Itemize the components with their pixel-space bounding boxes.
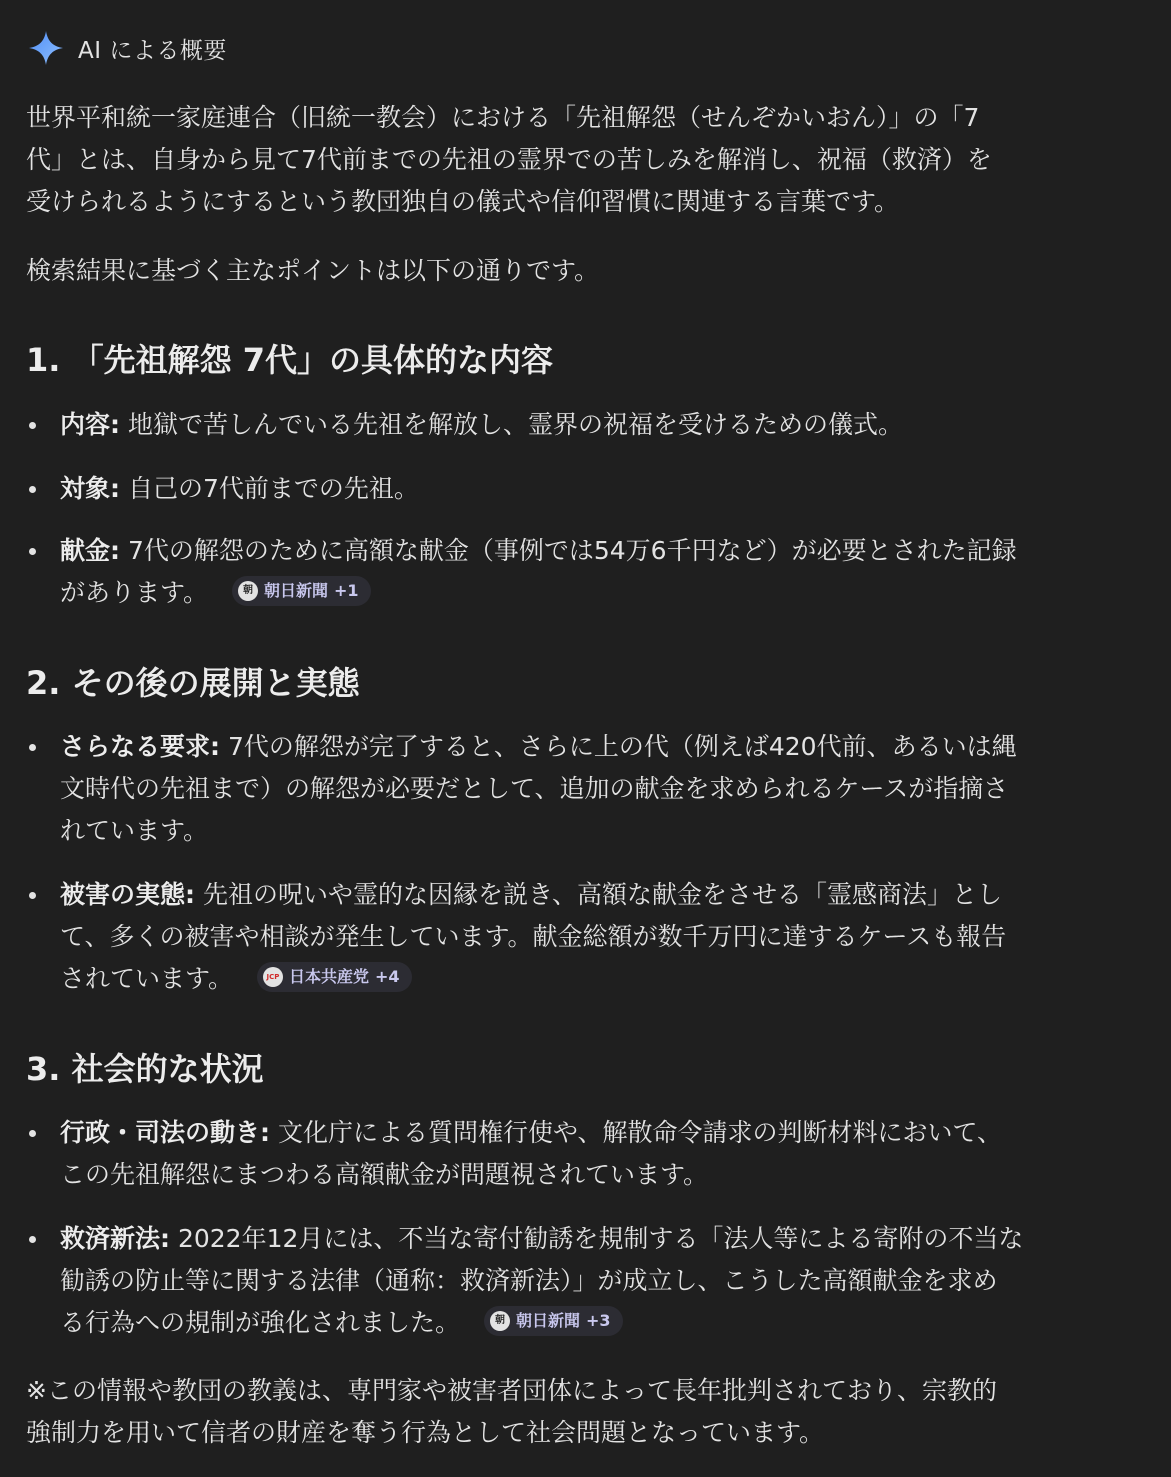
source-name: 朝日新聞: [263, 581, 328, 600]
intro-line: 受けられるようにするという教団独自の儀式や信仰習慣に関連する言葉です。: [26, 187, 900, 216]
list-item: [60, 1218, 1125, 1344]
item-text: 自己の7代前までの先祖。: [127, 474, 419, 503]
note-line: ※この情報や教団の教義は、専門家や被害者団体によって長年批判されており、宗教的: [26, 1376, 997, 1405]
section-heading: 3. 社会的な状況: [26, 1050, 264, 1088]
item-text: 文化庁による質問権行使や、解散命令請求の判断材料において、: [277, 1118, 1002, 1147]
list-item: [60, 1112, 1125, 1196]
ai-overview-title: AI による概要: [78, 37, 227, 64]
intro-line: 世界平和統一家庭連合（旧統一教会）における「先祖解怨（せんぞかいおん）」の「7: [26, 103, 980, 132]
item-text: 文時代の先祖まで）の解怨が必要だとして、追加の献金を求められるケースが指摘さ: [60, 774, 1009, 803]
asahi-icon: 朝: [490, 1311, 510, 1331]
item-term: 内容:: [60, 410, 120, 439]
item-text: る行為への規制が強化されました。: [60, 1308, 461, 1337]
item-text: この先祖解怨にまつわる高額献金が問題視されています。: [60, 1160, 709, 1189]
list-item: [60, 726, 1125, 852]
item-text: 7代の解怨のために高額な献金（事例では54万6千円など）が必要とされた記録: [127, 536, 1017, 565]
note-line: 強制力を用いて信者の財産を奪う行為として社会問題となっています。: [26, 1418, 825, 1447]
item-text: れています。: [60, 816, 209, 845]
source-name: 日本共産党: [288, 967, 369, 986]
item-text: て、多くの被害や相談が発生しています。献金総額が数千万円に達するケースも報告: [60, 922, 1007, 951]
item-term: 献金:: [60, 536, 120, 565]
item-text: 地獄で苦しんでいる先祖を解放し、霊界の祝福を受けるための儀式。: [127, 410, 903, 439]
item-text: 先祖の呪いや霊的な因縁を説き、高額な献金をさせる「霊感商法」とし: [202, 880, 1002, 909]
item-text: されています。: [60, 964, 234, 993]
source-name: 朝日新聞: [515, 1311, 580, 1330]
section-heading: 1. 「先祖解怨 7代」の具体的な内容: [26, 341, 553, 379]
source-count: +4: [374, 967, 400, 986]
list-item: [60, 530, 1125, 614]
source-count: +3: [585, 1311, 611, 1330]
source-chip[interactable]: [232, 576, 371, 606]
jcp-icon: JCP: [263, 967, 283, 987]
source-count: +1: [333, 581, 359, 600]
item-term: 行政・司法の動き:: [60, 1118, 270, 1147]
source-chip[interactable]: [257, 962, 412, 992]
item-text: があります。: [60, 578, 209, 607]
item-term: 対象:: [60, 474, 120, 503]
intro-paragraph: [26, 97, 1125, 223]
list-item: [60, 468, 1125, 510]
asahi-icon: 朝: [238, 581, 258, 601]
list-item: [60, 874, 1125, 1000]
item-term: 被害の実態:: [60, 880, 195, 909]
intro-line: 代」とは、自身から見て7代前までの先祖の霊界での苦しみを解消し、祝福（救済）を: [26, 145, 992, 174]
sparkle-icon: [26, 28, 66, 68]
item-term: 救済新法:: [60, 1224, 170, 1253]
note-paragraph: [26, 1370, 1125, 1454]
item-text: 2022年12月には、不当な寄付勧誘を規制する「法人等による寄附の不当な: [177, 1224, 1024, 1253]
list-item: [60, 404, 1125, 446]
source-chip[interactable]: [484, 1306, 623, 1336]
item-text: 7代の解怨が完了すると、さらに上の代（例えば420代前、あるいは縄: [227, 732, 1017, 761]
ai-overview-header: [26, 28, 227, 68]
section-heading: 2. その後の展開と実態: [26, 664, 360, 702]
item-term: さらなる要求:: [60, 732, 220, 761]
item-text: 勧誘の防止等に関する法律（通称：救済新法）」が成立し、こうした高額献金を求め: [60, 1266, 998, 1295]
lead-text: 検索結果に基づく主なポイントは以下の通りです。: [26, 256, 600, 285]
